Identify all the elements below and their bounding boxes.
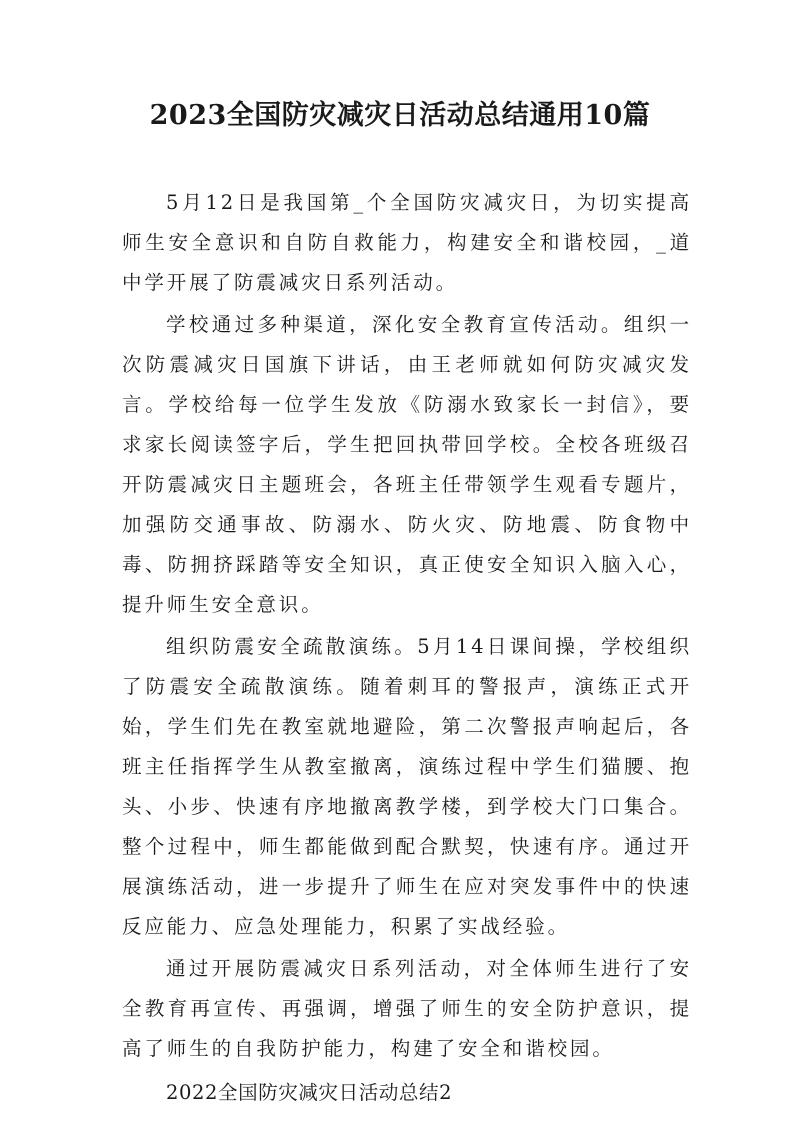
document-body [122,183,692,1115]
paragraph-4: 通过开展防震减灾日系列活动，对全体师生进行了安全教育再宣传、再强调，增强了师生的安全防护意识，提高了师生的自我防护能力，构建了安全和谐校园。 [122,957,692,1060]
paragraph-1: 5月12日是我国第_个全国防灾减灾日，为切实提高师生安全意识和自防自救能力，构建安全和谐校园，_道中学开展了防震减灾日系列活动。 [122,191,692,294]
paragraph-2: 学校通过多种渠道，深化安全教育宣传活动。组织一次防震减灾日国旗下讲话，由王老师就如何防灾减灾发言。学校给每一位学生发放《防溺水致家长一封信》，要求家长阅读签字后，学生把回执带回学校。全校各班级召开防震减灾日主题班会，各班主任带领学生观看专题片，加强防交通事故、防溺水、防火灾、防地震、防食物中毒、防拥挤踩踏等安全知识，真正使安全知识入脑入心，提升师生安全意识。 [122,313,692,616]
next-section-heading: 2022全国防灾减灾日活动总结2 [166,1081,453,1104]
paragraph-3: 组织防震安全疏散演练。5月14日课间操，学校组织了防震安全疏散演练。随着刺耳的警报声，演练正式开始，学生们先在教室就地避险，第二次警报声响起后，各班主任指挥学生从教室撤离，演练过程中学生们猫腰、抱头、小步、快速有序地撤离教学楼，到学校大门口集合。整个过程中，师生都能做到配合默契，快速有序。通过开展演练活动，进一步提升了师生在应对突发事件中的快速反应能力、应急处理能力，积累了实战经验。 [122,635,692,938]
document-title: 2023全国防灾减灾日活动总结通用10篇 [149,100,651,131]
